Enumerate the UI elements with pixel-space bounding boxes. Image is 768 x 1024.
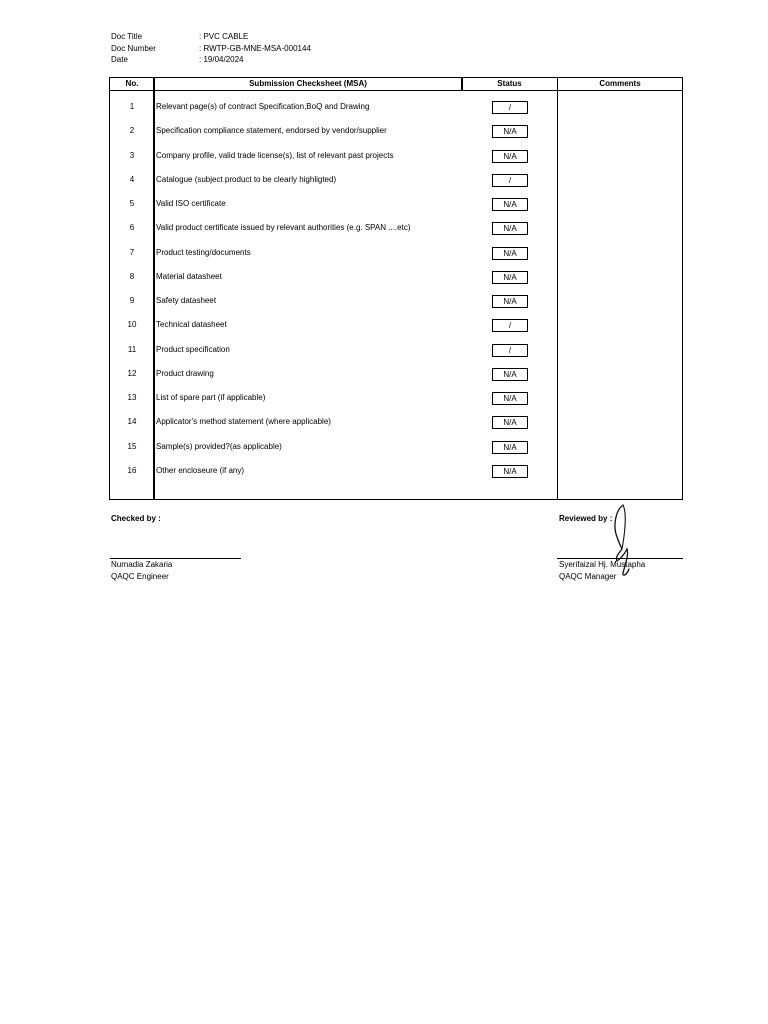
row-item: Relevant page(s) of contract Specification,BoQ and Drawing xyxy=(156,102,370,111)
row-item: Material datasheet xyxy=(156,271,222,281)
header-checksheet: Submission Checksheet (MSA) xyxy=(249,79,367,88)
row-number: 10 xyxy=(127,320,137,330)
checksheet-table xyxy=(109,77,683,500)
document-header xyxy=(111,31,311,66)
checked-by-name: Nurnadia Zakaria xyxy=(111,560,173,569)
row-item: List of spare part (if applicable) xyxy=(156,393,266,402)
doc-title-value: : PVC CABLE xyxy=(199,32,249,41)
table-row xyxy=(110,318,682,332)
row-item: Product testing/documents xyxy=(156,247,251,257)
row-item: Other encloseure (if any) xyxy=(156,465,245,475)
row-number: 11 xyxy=(127,344,137,354)
table-row xyxy=(110,440,682,454)
row-number: 7 xyxy=(129,247,135,257)
doc-number-label: Doc Number xyxy=(111,43,156,53)
status-box: / xyxy=(492,319,528,332)
reviewed-by-role: QAQC Manager xyxy=(559,571,617,581)
row-item: Product specification xyxy=(156,344,230,354)
row-item: Specification compliance statement, endorsed by vendor/supplier xyxy=(156,126,387,136)
row-number: 13 xyxy=(127,393,137,402)
status-box: N/A xyxy=(492,392,528,405)
row-item: Valid product certificate issued by relevant authorities (e.g. SPAN ....etc) xyxy=(156,223,411,233)
doc-number-row xyxy=(111,43,311,55)
doc-date-row xyxy=(111,54,311,66)
table-row xyxy=(110,100,682,114)
doc-title-row xyxy=(111,31,311,43)
table-row xyxy=(110,343,682,357)
row-number: 5 xyxy=(129,199,135,208)
status-box: / xyxy=(492,101,528,114)
table-row xyxy=(110,124,682,138)
status-box: N/A xyxy=(492,368,528,381)
checked-by-label xyxy=(111,513,161,525)
status-box: N/A xyxy=(492,150,528,163)
header-status: Status xyxy=(497,79,522,88)
status-box: N/A xyxy=(492,198,528,211)
row-number: 12 xyxy=(127,368,137,378)
table-row xyxy=(110,464,682,478)
doc-title-label: Doc Title xyxy=(111,32,143,41)
row-item: Company profile, valid trade license(s), list of relevant past projects xyxy=(156,150,394,160)
header-divider xyxy=(110,90,682,91)
column-divider-status xyxy=(557,78,558,499)
row-item: Valid ISO certificate xyxy=(156,199,226,208)
header-no: No. xyxy=(125,79,139,88)
row-number: 8 xyxy=(129,271,135,281)
row-item: Sample(s) provided?(as applicable) xyxy=(156,441,282,451)
checked-by-role: QAQC Engineer xyxy=(111,571,169,581)
table-row xyxy=(110,367,682,381)
row-number: 2 xyxy=(129,126,135,136)
doc-date-label: Date xyxy=(111,55,128,64)
row-item: Applicator's method statement (where applicable) xyxy=(156,417,331,427)
row-number: 1 xyxy=(129,102,135,111)
row-number: 3 xyxy=(129,150,135,160)
reviewed-by-name: Syerifaizal Hj. Mustapha xyxy=(559,560,646,569)
row-item: Safety datasheet xyxy=(156,296,217,305)
row-number: 4 xyxy=(129,174,135,184)
reviewed-by-text: Reviewed by : xyxy=(559,514,613,523)
status-box: N/A xyxy=(492,295,528,308)
handwritten-signature xyxy=(605,503,639,579)
row-number: 6 xyxy=(129,223,135,233)
row-number: 15 xyxy=(127,441,137,451)
table-row xyxy=(110,197,682,211)
row-number: 14 xyxy=(127,417,137,427)
status-box: / xyxy=(492,174,528,187)
column-divider-no xyxy=(153,78,155,499)
table-row xyxy=(110,246,682,260)
table-row xyxy=(110,149,682,163)
table-row xyxy=(110,270,682,284)
row-item: Technical datasheet xyxy=(156,320,227,330)
doc-number-value: : RWTP-GB-MNE-MSA-000144 xyxy=(199,43,311,53)
table-row xyxy=(110,415,682,429)
header-comments: Comments xyxy=(599,79,641,88)
table-row xyxy=(110,173,682,187)
status-box: N/A xyxy=(492,441,528,454)
status-box: N/A xyxy=(492,125,528,138)
row-item: Catalogue (subject product to be clearly highligted) xyxy=(156,174,337,184)
row-number: 9 xyxy=(129,296,135,305)
status-box: N/A xyxy=(492,416,528,429)
row-number: 16 xyxy=(127,465,137,475)
table-row xyxy=(110,391,682,405)
table-row xyxy=(110,221,682,235)
checked-by-block xyxy=(111,559,172,582)
row-item: Product drawing xyxy=(156,368,214,378)
status-box: N/A xyxy=(492,247,528,260)
status-box: N/A xyxy=(492,465,528,478)
table-row xyxy=(110,294,682,308)
status-box: N/A xyxy=(492,222,528,235)
doc-date-value: : 19/04/2024 xyxy=(199,55,244,64)
status-box: / xyxy=(492,344,528,357)
checked-by-text: Checked by : xyxy=(111,514,161,523)
status-box: N/A xyxy=(492,271,528,284)
